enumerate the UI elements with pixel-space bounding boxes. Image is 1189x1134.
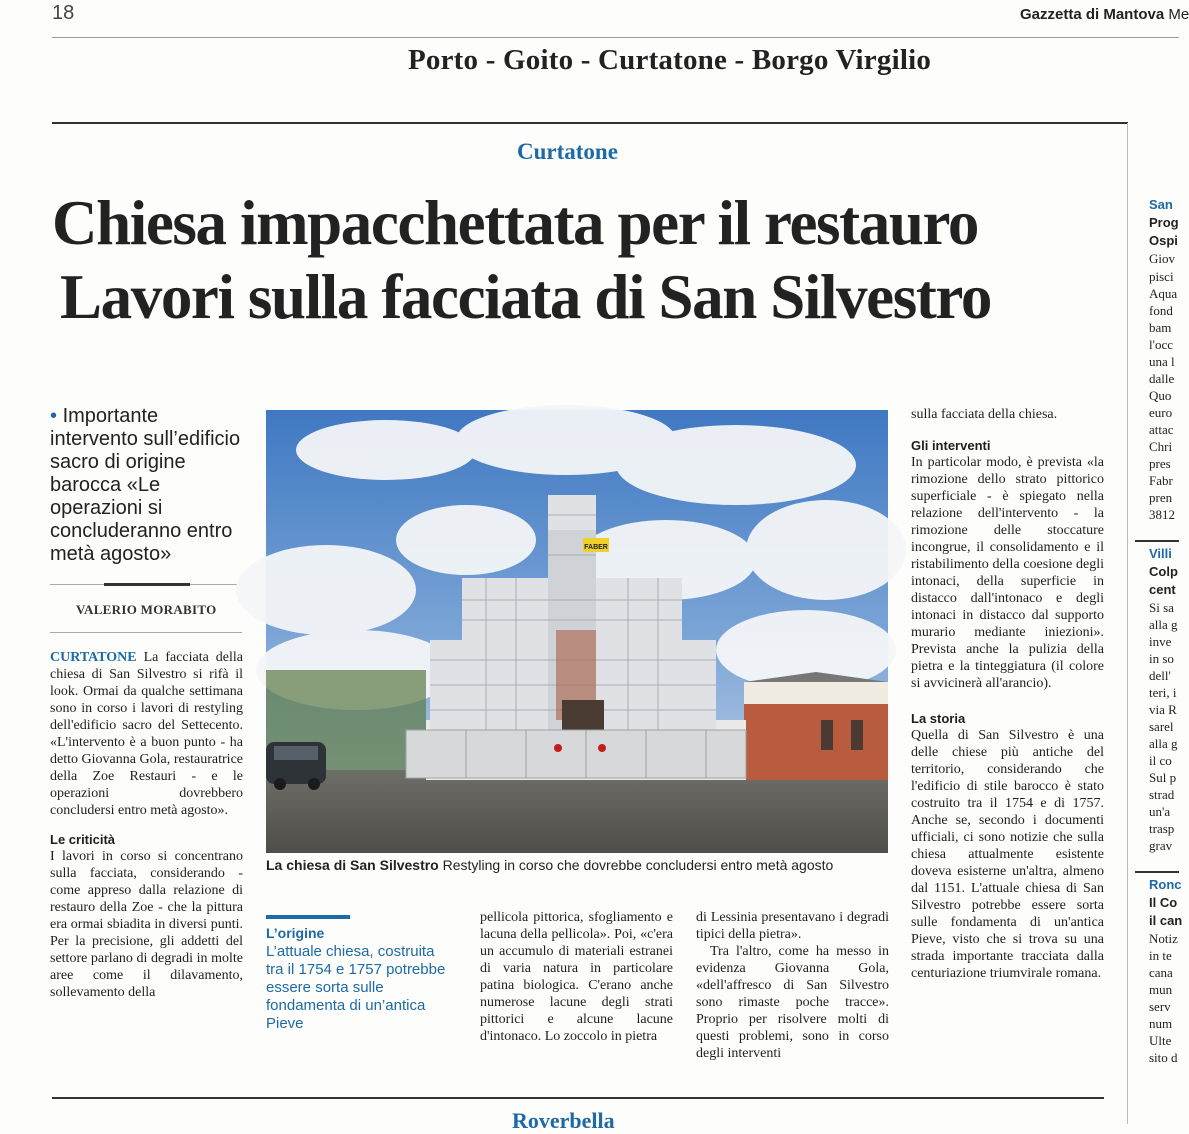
sidebar-line: teri, i xyxy=(1149,685,1177,700)
column-4-paragraph-3: Quella di San Silvestro è una delle chiese più antiche del territorio, considerando che l'edificio di stile barocco è stato costruito tra il 1754 e di 1757. Anche se, secondo i documenti ufficiali, ci sono notizie che sulla chiesa attualmente esistente doveva esisterne un'altra, almeno dal 1151. L'attuale chiesa di San Silvestro potrebbe essere sorta sulle fondamenta di un'antica Pieve, visto che si trova su una strada importante tracciata dalla centuriazione triumvirale romana. xyxy=(911,728,1104,981)
sidebar-line: sarel xyxy=(1149,719,1174,734)
sidebar-line: il can xyxy=(1149,913,1183,928)
column-4-paragraph-1: sulla facciata della chiesa. xyxy=(911,407,1058,422)
bottom-rule xyxy=(52,1097,1104,1099)
headline-line-1: Chiesa impacchettata per il restauro xyxy=(52,188,978,258)
sidebar-line: serv xyxy=(1149,999,1171,1014)
section-header: Porto - Goito - Curtatone - Borgo Virgilio xyxy=(408,44,932,76)
page-number: 18 xyxy=(52,2,75,24)
summary-text: Importante intervento sull’edificio sacro di origine barocca «Le operazioni si concluderanno entro metà agosto» xyxy=(50,405,241,565)
sidebar-line: pisci xyxy=(1149,269,1174,284)
next-section-title: Roverbella xyxy=(512,1108,615,1133)
newspaper-name-bold: Gazzetta di Mantova xyxy=(1020,6,1165,23)
sidebar-line: bam xyxy=(1149,320,1172,335)
sidebar-line: Sul p xyxy=(1149,770,1177,785)
sidebar-line: inve xyxy=(1149,634,1172,649)
sidebar-line: Ronc xyxy=(1149,877,1182,892)
column-1-paragraph-1: La facciata della chiesa di San Silvestro si rifà il look. Ormai da qualche settimana sono in corso i lavori di restyling dell'edificio sacro del Settecento. «L'intervento è a buon punto - ha detto Giovanna Gola, restauratrice della Zoe Restauri - e le operazioni dovrebbero concludersi entro metà agosto». xyxy=(50,650,244,818)
article-headline xyxy=(52,186,1112,334)
byline-rule-bottom xyxy=(50,632,242,633)
column-3 xyxy=(696,909,889,1062)
sidebar-rule-1 xyxy=(1135,540,1179,542)
sidebar-line: Ulte xyxy=(1149,1033,1172,1048)
sidebar-line: mun xyxy=(1149,982,1173,997)
photo-sign-text: FABER xyxy=(584,544,608,551)
sidebar-line: alla g xyxy=(1149,736,1178,751)
subheading-storia: La storia xyxy=(911,711,966,726)
column-3-paragraph-2: Tra l'altro, come ha messo in evidenza Giovanna Gola, «dell'affresco di San Silvestro sono rimaste poche tracce». Proprio per risolvere molti di questi problemi, sono in corso degli interventi xyxy=(696,944,889,1061)
sidebar-line: grav xyxy=(1149,838,1173,853)
newspaper-name-tail: Me xyxy=(1168,6,1189,23)
sidebar-line: Quo xyxy=(1149,388,1172,403)
sidebar-line: sito d xyxy=(1149,1050,1178,1065)
sidebar-line: il co xyxy=(1149,753,1172,768)
sidebar-line: dell' xyxy=(1149,668,1171,683)
sidebar-line: 3812 xyxy=(1149,507,1175,522)
sidebar-line: Aqua xyxy=(1149,286,1178,301)
dateline: CURTATONE xyxy=(50,650,137,665)
sidebar-line: Ospi xyxy=(1149,233,1178,248)
caption-title: La chiesa di San Silvestro xyxy=(266,857,439,873)
article-kicker: Curtatone xyxy=(517,139,618,164)
sidebar-line: strad xyxy=(1149,787,1175,802)
sidebar-line: Prog xyxy=(1149,215,1179,230)
sidebar-divider xyxy=(1127,123,1128,1124)
sidebar-line: pren xyxy=(1149,490,1173,505)
info-box-bar xyxy=(266,915,350,919)
sidebar-line: num xyxy=(1149,1016,1173,1031)
sidebar-line: San xyxy=(1149,197,1173,212)
subheading-criticita: Le criticità xyxy=(50,832,116,847)
column-1 xyxy=(50,649,243,1001)
headline-line-2: Lavori sulla facciata di San Silvestro xyxy=(60,262,991,332)
sidebar-line: via R xyxy=(1149,702,1177,717)
column-2 xyxy=(480,909,673,1045)
sidebar-line: cent xyxy=(1149,582,1176,597)
sidebar-line: alla g xyxy=(1149,617,1178,632)
column-2-paragraph-1: pellicola pittorica, sfogliamento e lacuna della pellicola». Poi, «c'era un accumulo di materiali estranei di varia natura in particolare patina biologica. C'erano anche numerose lacune degli strati pittorici e alcune lacune d'intonaco. Lo zoccolo in pietra xyxy=(480,910,673,1044)
sidebar-line: in te xyxy=(1149,948,1172,963)
caption-text: Restyling in corso che dovrebbe concludersi entro metà agosto xyxy=(442,857,834,873)
info-box-text: L’attuale chiesa, costruita tra il 1754 e 1757 potrebbe essere sorta sulle fondamenta di un’antica Pieve xyxy=(266,943,446,1032)
column-4-paragraph-2: In particolar modo, è prevista «la rimozione dello strato pittorico superficiale - è spiegato nella relazione dell'intervento - la rimozione delle stoccature incongrue, il consolidamento e il ristabilimento della coesione degli intonaci, della superficie in distacco dall'intonaco e degli intonaci in distacco dal supporto murario mediante iniezioni». Prevista anche la pulizia della pietra e la tinteggiatura (il colore si avvicinerà all'arancio). xyxy=(911,455,1104,691)
sidebar-line: fond xyxy=(1149,303,1173,318)
sidebar-line: attac xyxy=(1149,422,1174,437)
subheading-interventi: Gli interventi xyxy=(911,438,991,453)
sidebar-line: Chri xyxy=(1149,439,1173,454)
sidebar-line: una l xyxy=(1149,354,1175,369)
sidebar-line: in so xyxy=(1149,651,1174,666)
sidebar-line: Colp xyxy=(1149,564,1178,579)
sidebar-line: cana xyxy=(1149,965,1173,980)
sidebar-line: pres xyxy=(1149,456,1171,471)
article-byline: VALERIO MORABITO xyxy=(76,602,217,617)
sidebar-line: euro xyxy=(1149,405,1173,420)
sidebar-line: dalle xyxy=(1149,371,1175,386)
sidebar-line: Villi xyxy=(1149,546,1172,561)
newspaper-name xyxy=(1020,6,1189,23)
column-3-paragraph-1: di Lessinia presentavano i degradi tipici della pietra». xyxy=(696,910,889,942)
church-photo xyxy=(266,410,888,853)
section-rule xyxy=(52,122,1128,124)
sidebar-line: Giov xyxy=(1149,251,1175,266)
sidebar-line: Fabr xyxy=(1149,473,1173,488)
column-1-paragraph-2: I lavori in corso si concentrano sulla facciata, considerando - come appreso dalla relazione di restauro della Zoe - che la pittura era ormai sbiadita in diversi punti. Per la precisione, gli addetti del settore parlano di degradi in molte aree come il dilavamento, sollevamento della xyxy=(50,849,243,1000)
column-4 xyxy=(911,406,1104,982)
sidebar-line: un'a xyxy=(1149,804,1171,819)
sidebar-line: Si sa xyxy=(1149,600,1174,615)
bullet-icon: • xyxy=(50,405,58,427)
article-summary xyxy=(50,405,250,566)
sidebar-line: trasp xyxy=(1149,821,1175,836)
sidebar-rule-2 xyxy=(1135,871,1179,873)
sidebar-line: Il Co xyxy=(1149,895,1178,910)
byline-accent-bar xyxy=(104,583,190,586)
top-rule xyxy=(52,37,1179,38)
info-box-title: L’origine xyxy=(266,925,325,941)
church-scaffolding-image xyxy=(266,410,888,853)
photo-caption xyxy=(266,857,833,873)
sidebar-line: l'occ xyxy=(1149,337,1173,352)
sidebar-line: Notiz xyxy=(1149,931,1178,946)
